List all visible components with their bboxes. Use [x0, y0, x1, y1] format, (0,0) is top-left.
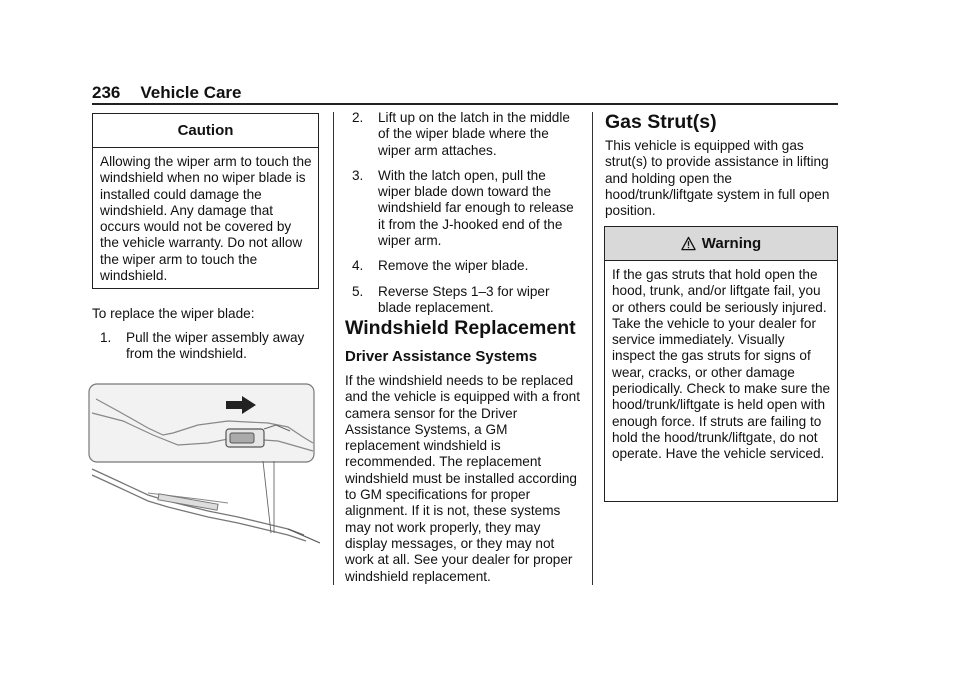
gas-strut-heading: Gas Strut(s)	[605, 111, 717, 133]
header-title	[92, 83, 242, 103]
step-number: 2.	[352, 110, 364, 125]
column-divider-2	[592, 112, 593, 585]
step-item	[352, 110, 580, 159]
page-number: 236	[92, 83, 121, 102]
step-item	[352, 168, 580, 249]
driver-assistance-heading: Driver Assistance Systems	[345, 348, 538, 365]
gas-strut-text: This vehicle is equipped with gas strut(s) to provide assistance in lifting and holding open the hood/trunk/liftgate system in full open position.	[605, 138, 830, 219]
wiper-intro: To replace the wiper blade:	[92, 306, 255, 321]
caution-box	[92, 113, 319, 289]
wiper-steps-list-a	[100, 330, 318, 372]
step-text: Pull the wiper assembly away from the windshield.	[126, 330, 305, 362]
caution-text: Allowing the wiper arm to touch the windshield when no wiper blade is installed could damage the windshield. Any damage that occurs would not be covered by the vehicle warranty. Do not allow the wiper arm to touch the windshield.	[100, 154, 312, 284]
step-number: 5.	[352, 283, 364, 299]
warning-title: Warning	[701, 235, 762, 252]
wiper-illustration	[88, 383, 320, 555]
step-text: Reverse Steps 1–3 for wiper blade replacement.	[378, 283, 550, 315]
step-text: With the latch open, pull the wiper blade down toward the windshield far enough to release it from the J-hooked end of the wiper arm.	[378, 167, 574, 249]
step-text: Remove the wiper blade.	[378, 258, 529, 274]
wiper-steps-list-b	[352, 110, 580, 325]
windshield-text: If the windshield needs to be replaced and the vehicle is equipped with a front camera sensor for the Driver Assistance Systems, a GM replacement windshield is recommended. The replacement windshield must be installed according to GM specifications for proper alignment. If it is not, these systems may not work properly, they may display messages, or they may not work at all. See your dealer for proper windshield replacement.	[345, 373, 581, 584]
step-number: 4.	[352, 258, 364, 274]
header-rule	[92, 103, 838, 105]
step-item	[352, 284, 580, 317]
warning-triangle-icon	[681, 236, 696, 251]
step-text: Lift up on the latch in the middle of the wiper blade where the wiper arm attaches.	[378, 110, 570, 158]
column-divider-1	[333, 112, 334, 585]
section-title: Vehicle Care	[140, 83, 242, 102]
warning-text: If the gas struts that hold open the hood, trunk, and/or liftgate fail, you or others could be seriously injured. Take the vehicle to your dealer for service immediately. Visually inspect the gas struts for signs of wear, cracks, or other damage periodically. Check to make sure the hood/trunk/liftgate is held open with enough force. If struts are failing to hold the hood/trunk/liftgate, do not operate. Have the vehicle serviced.	[612, 267, 831, 462]
windshield-heading: Windshield Replacement	[345, 317, 576, 339]
caution-title: Caution	[93, 114, 318, 148]
step-item	[352, 258, 580, 274]
warning-header	[605, 227, 837, 261]
step-number: 3.	[352, 167, 364, 183]
step-number: 1.	[100, 330, 112, 345]
step-item	[100, 330, 318, 363]
warning-box	[604, 226, 838, 502]
